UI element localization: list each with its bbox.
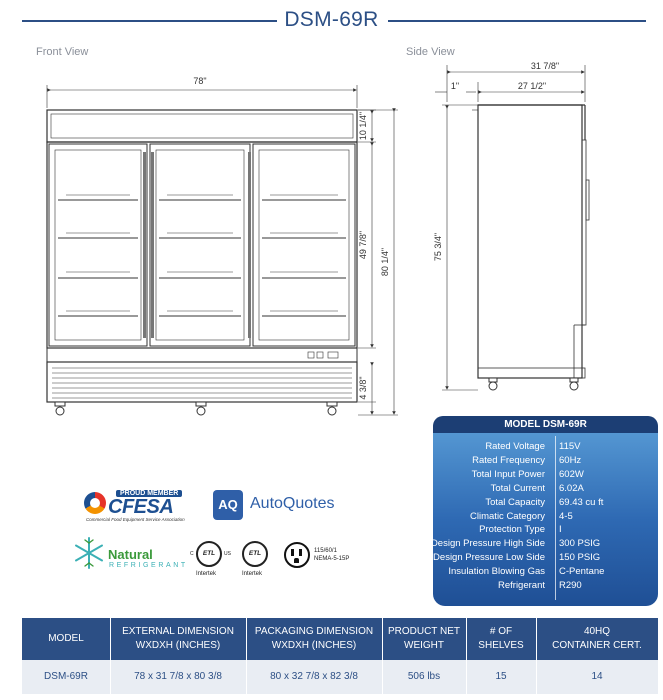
front-view-label: Front View bbox=[36, 46, 89, 58]
spec-row bbox=[433, 497, 658, 510]
table-header-text: SHELVES bbox=[478, 640, 524, 651]
dim-door: 49 7/8" bbox=[358, 230, 368, 260]
natural-wordmark: Natural bbox=[108, 547, 153, 562]
spec-row bbox=[433, 580, 658, 593]
cfesa-subtitle: Commercial Food Equipment Service Association bbox=[86, 517, 185, 522]
table-header-cell bbox=[110, 618, 246, 660]
spec-label: Rated Voltage bbox=[485, 441, 545, 452]
dim-side-body: 27 1/2" bbox=[517, 81, 547, 91]
plug-type: NEMA-5-15P bbox=[314, 556, 350, 562]
spec-label: Climatic Category bbox=[470, 510, 545, 522]
spec-value: 115V bbox=[559, 441, 581, 452]
spec-label: Refrigerant bbox=[498, 580, 545, 591]
table-column-divider bbox=[466, 618, 467, 694]
spec-value: 6.02A bbox=[559, 482, 584, 494]
table-cell: 506 lbs bbox=[407, 671, 441, 682]
table-header-text: # OF bbox=[489, 626, 513, 637]
dim-canopy: 10 1/4" bbox=[358, 111, 368, 141]
table-header-cell bbox=[22, 618, 110, 660]
dim-overall: 80 1/4" bbox=[380, 247, 390, 277]
plug-rating: 115/60/1 bbox=[314, 548, 337, 554]
spec-label: Design Pressure High Side bbox=[430, 538, 545, 550]
dim-side-total: 31 7/8" bbox=[530, 61, 560, 71]
table-column-divider bbox=[536, 618, 537, 694]
table-header-text: MODEL bbox=[48, 633, 84, 644]
dim-side-offset: 1" bbox=[450, 81, 460, 91]
spec-value: I bbox=[559, 524, 562, 536]
table-column-divider bbox=[382, 618, 383, 694]
spec-label: Protection Type bbox=[479, 524, 545, 536]
spec-label: Total Current bbox=[490, 482, 545, 494]
spec-label: Total Capacity bbox=[485, 496, 545, 508]
autoquotes-wordmark: AutoQuotes bbox=[250, 495, 335, 512]
cfesa-member-label: PROUD MEMBER bbox=[116, 490, 182, 497]
spec-row bbox=[433, 511, 658, 524]
table-header-cell bbox=[246, 618, 382, 660]
table-header-text: WXDXH (INCHES) bbox=[135, 640, 221, 651]
page-title: DSM-69R bbox=[284, 8, 379, 31]
table-header-text: WEIGHT bbox=[404, 640, 444, 651]
spec-label: Rated Frequency bbox=[472, 454, 545, 466]
spec-label: Total Input Power bbox=[471, 468, 545, 480]
table-cell: 14 bbox=[591, 671, 603, 682]
spec-row bbox=[433, 483, 658, 496]
table-cell: 80 x 32 7/8 x 82 3/8 bbox=[270, 671, 358, 682]
table-column-divider bbox=[246, 618, 247, 694]
spec-row bbox=[433, 469, 658, 482]
table-header-text: PRODUCT NET bbox=[387, 626, 461, 637]
spec-header: MODEL DSM-69R bbox=[433, 416, 658, 433]
table-header-text: 40HQ bbox=[583, 626, 611, 637]
etl-mark-2: ETL bbox=[248, 550, 262, 557]
dim-width: 78" bbox=[193, 76, 207, 86]
autoquotes-logo-icon: AQ bbox=[213, 490, 243, 520]
table-header-text: EXTERNAL DIMENSION bbox=[122, 626, 234, 637]
spec-value: C-Pentane bbox=[559, 566, 605, 578]
dim-side-height: 75 3/4" bbox=[433, 232, 443, 262]
spec-row bbox=[430, 538, 658, 551]
snowflake-icon bbox=[72, 536, 106, 570]
etl-mark-1: ETL bbox=[202, 550, 216, 557]
dim-base: 4 3/8" bbox=[358, 376, 368, 400]
table-header-cell bbox=[466, 618, 536, 660]
table-cell: 15 bbox=[495, 671, 507, 682]
spec-label: Design Pressure Low Side bbox=[433, 552, 545, 564]
intertek-label-2: Intertek bbox=[242, 571, 263, 577]
spec-value: 602W bbox=[559, 468, 584, 480]
spec-row bbox=[433, 441, 658, 454]
etl-us-label: US bbox=[224, 551, 231, 557]
cfesa-logo-icon bbox=[84, 492, 106, 514]
spec-row bbox=[433, 455, 658, 468]
etl-c-us-icon bbox=[196, 541, 222, 567]
spec-label: Insulation Blowing Gas bbox=[448, 566, 545, 578]
spec-value: 60Hz bbox=[559, 454, 582, 466]
side-view-label: Side View bbox=[406, 46, 455, 58]
spec-value: 300 PSIG bbox=[559, 538, 601, 550]
cfesa-wordmark: CFESA bbox=[108, 496, 174, 518]
spec-row bbox=[433, 524, 658, 537]
etl-icon bbox=[242, 541, 268, 567]
table-header-text: PACKAGING DIMENSION bbox=[254, 626, 374, 637]
spec-value: 69.43 cu ft bbox=[559, 496, 604, 508]
spec-value: 150 PSIG bbox=[559, 552, 601, 564]
nema-plug-icon bbox=[284, 542, 310, 568]
spec-row bbox=[433, 552, 658, 565]
table-header-cell bbox=[382, 618, 466, 660]
table-header-cell bbox=[536, 618, 658, 660]
spec-row bbox=[433, 566, 658, 579]
table-header-text: CONTAINER CERT. bbox=[552, 640, 642, 651]
etl-c-label: C bbox=[190, 551, 194, 557]
intertek-label-1: Intertek bbox=[196, 571, 217, 577]
spec-value: R290 bbox=[559, 580, 582, 591]
front-view bbox=[47, 85, 398, 415]
table-cell: DSM-69R bbox=[44, 671, 88, 682]
side-view bbox=[435, 65, 589, 390]
refrigerant-wordmark: REFRIGERANT bbox=[109, 562, 188, 569]
table-cell: 78 x 31 7/8 x 80 3/8 bbox=[134, 671, 222, 682]
table-column-divider bbox=[110, 618, 111, 694]
table-header-text: WXDXH (INCHES) bbox=[271, 640, 357, 651]
spec-value: 4-5 bbox=[559, 510, 573, 522]
